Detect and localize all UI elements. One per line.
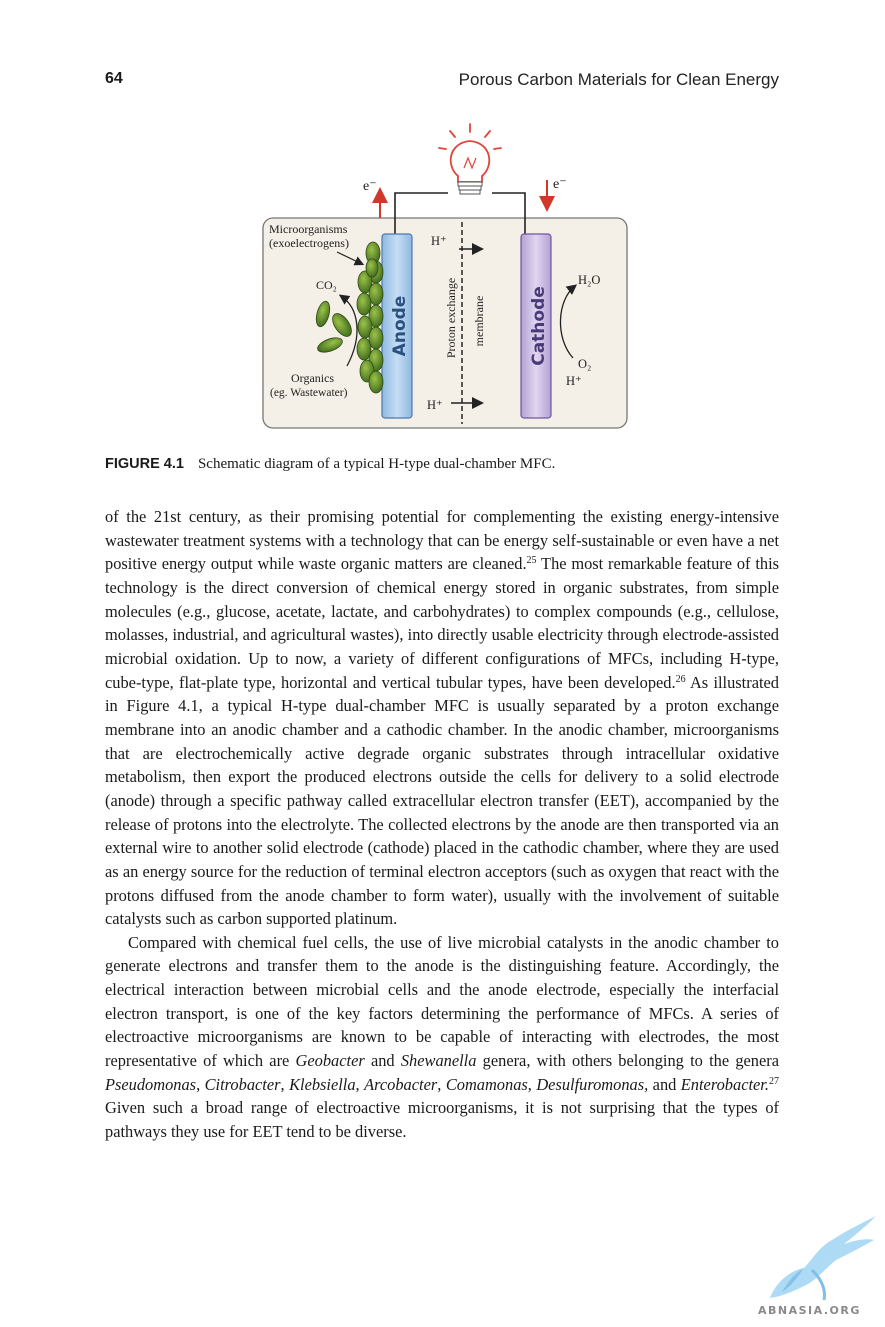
genus-shewanella: Shewanella — [400, 1051, 477, 1071]
genus-citrobacter: Citrobacter — [204, 1074, 281, 1094]
label-membrane-1: Proton exchange — [444, 277, 458, 359]
paragraph-2-text-b: and — [364, 1051, 401, 1071]
label-co2: CO₂ — [316, 278, 337, 292]
label-exoelectrogens: (exoelectrogens) — [269, 236, 349, 250]
genus-comamonas: Comamonas — [445, 1074, 528, 1094]
paragraph-1-text-a: of the 21st century, as their promising potential for complementing the existing energy-intensive wastewater treatment systems with a technology that can be energy self-sustainable or even have a net positive energy output while waste organic matters are cleaned. — [105, 507, 779, 574]
light-bulb-icon — [439, 124, 501, 194]
separator: , — [196, 1074, 205, 1094]
separator: , — [527, 1074, 537, 1094]
page-header — [105, 70, 779, 94]
genus-geobacter: Geobacter — [295, 1051, 365, 1071]
label-h-plus-top: H⁺ — [431, 234, 447, 248]
label-h-plus-bottom: H⁺ — [427, 398, 443, 412]
paragraph-1-text-c: As illustrated in Figure 4.1, a typical H-type dual-chamber MFC is usually separated by a proton exchange membrane into an anodic chamber and a cathodic chamber. In the anodic chamber, microorganisms that are electrochemically active degrade organic substrates through intracellular oxidative metabolism, then export the produced electrons outside the cells for delivery to a solid electrode (anode) through a specific pathway called extracellular electron transfer (EET), accompanied by the release of protons into the electrolyte. The collected electrons by the anode are then transported via an external wire to another solid electrode (cathode) placed in the cathodic chamber, where they are used as an energy source for the reduction of terminal electron acceptors (such as oxygen that react with the protons diffused from the anode chamber to form water), usually with the involvement of suitable catalysts such as carbon supported platinum. — [105, 672, 779, 929]
paragraph-1 — [105, 505, 779, 931]
paragraph-2 — [105, 931, 779, 1144]
label-o2: O₂ — [578, 357, 592, 371]
genus-klebsiella: Klebsiella — [289, 1074, 356, 1094]
body-text — [105, 505, 779, 1144]
genus-pseudomonas: Pseudomonas — [105, 1074, 197, 1094]
watermark-text: ABNASIA.ORG — [758, 1304, 861, 1317]
genus-desulfuromonas: Desulfuromonas, — [536, 1074, 649, 1094]
citation-27: 27 — [768, 1075, 779, 1087]
label-microorganisms: Microorganisms — [269, 222, 348, 236]
watermark — [752, 1210, 882, 1324]
page-number: 64 — [105, 70, 123, 87]
figure-mfc-diagram — [255, 118, 635, 434]
label-h2o: H₂O — [578, 273, 601, 287]
paragraph-2-text-a: Compared with chemical fuel cells, the use of live microbial catalysts in the anodic chamber to generate electrons and transfer them to the anode is the distinguishing feature. Accordingly, the electrical interaction between microbial cells and the anode electrode, especially the interfacial electron transport, is one of the key factors determining the performance of MFCs. A series of electroactive microorganisms are known to be capable of interacting with electrodes, the most representative of which are — [105, 932, 779, 1071]
label-membrane-2: membrane — [472, 295, 486, 347]
separator: , — [355, 1074, 365, 1094]
caption-label: FIGURE 4.1 — [105, 456, 184, 472]
caption-text: Schematic diagram of a typical H-type dual-chamber MFC. — [197, 456, 556, 472]
separator: , — [280, 1074, 290, 1094]
genus-enterobacter: Enterobacter. — [680, 1074, 769, 1094]
separator: , — [437, 1074, 446, 1094]
label-anode: Anode — [390, 295, 410, 357]
paragraph-2-text-d: and — [648, 1074, 681, 1094]
genus-arcobacter: Arcobacter — [364, 1074, 438, 1094]
label-e-right: e⁻ — [553, 177, 567, 192]
paragraph-1-text-b: The most remarkable feature of this technology is the direct conversion of chemical energy stored in organic substrates, from simple molecules (e.g., glucose, acetate, lactate, and carbohydrates) to complex compounds (e.g., cellulose, molasses, industrial, and agricultural wastes), into directly usable electricity through electrode-assisted microbial oxidation. Up to now, a variety of different configurations of MFCs, including H-type, cube-type, flat-plate type, horizontal and vertical tubular types, have been developed. — [105, 554, 779, 692]
label-wastewater: (eg. Wastewater) — [270, 387, 348, 399]
running-title: Porous Carbon Materials for Clean Energy — [458, 70, 779, 89]
label-cathode: Cathode — [529, 286, 549, 366]
citation-26: 26 — [675, 673, 686, 685]
label-e-left: e⁻ — [363, 179, 377, 194]
label-h-plus-cathode: H⁺ — [566, 374, 582, 388]
paragraph-2-text-e: Given such a broad range of electroactive microorganisms, it is not surprising that the types of pathways they use for EET tend to be diverse. — [105, 1098, 779, 1142]
label-organics: Organics — [291, 371, 335, 385]
citation-25: 25 — [526, 555, 537, 567]
pegasus-watermark-icon — [752, 1210, 882, 1304]
paragraph-2-text-c: genera, with others belonging to the genera — [476, 1051, 779, 1071]
figure-caption — [105, 456, 779, 473]
